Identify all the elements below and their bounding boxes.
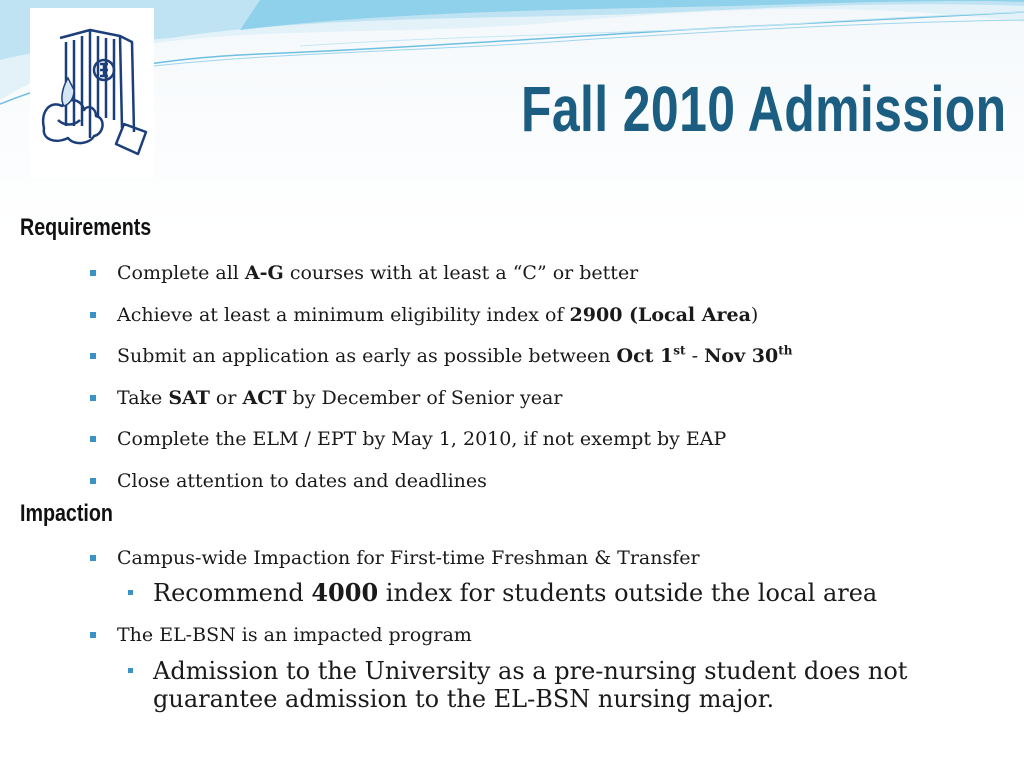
requirements-heading: Requirements xyxy=(20,214,152,241)
impaction-heading: Impaction xyxy=(20,500,113,527)
requirement-item-2: Achieve at least a minimum eligibility index of 2900 (Local Area) xyxy=(117,304,759,326)
requirement-item-5: Complete the ELM / EPT by May 1, 2010, if not exempt by EAP xyxy=(117,428,727,450)
university-logo xyxy=(30,8,154,178)
requirement-item-3: Submit an application as early as possible between Oct 1st - Nov 30th xyxy=(117,343,793,367)
impaction-item-1: Campus-wide Impaction for First-time Freshman & Transfer xyxy=(117,547,700,569)
impaction-subitem-1: Recommend 4000 index for students outside the local area xyxy=(153,579,983,607)
impaction-item-2: The EL-BSN is an impacted program xyxy=(117,624,472,646)
university-logo-icon xyxy=(30,8,154,178)
slide-title: Fall 2010 Admission xyxy=(520,73,1006,145)
requirement-item-6: Close attention to dates and deadlines xyxy=(117,470,487,492)
requirement-item-4: Take SAT or ACT by December of Senior year xyxy=(117,387,563,409)
requirement-item-1: Complete all A-G courses with at least a “C” or better xyxy=(117,262,639,284)
impaction-subitem-2: Admission to the University as a pre-nursing student does not guarantee admission to the EL-BSN nursing major. xyxy=(153,657,973,713)
